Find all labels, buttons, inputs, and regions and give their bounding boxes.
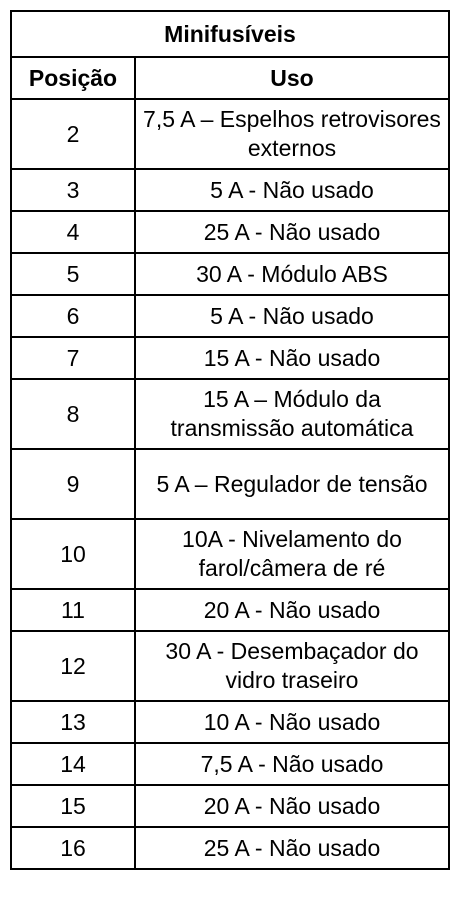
cell-use: 25 A - Não usado bbox=[135, 827, 449, 869]
cell-use: 15 A - Não usado bbox=[135, 337, 449, 379]
cell-use: 30 A - Módulo ABS bbox=[135, 253, 449, 295]
header-use: Uso bbox=[135, 57, 449, 99]
cell-use: 15 A – Módulo da transmissão automática bbox=[135, 379, 449, 449]
cell-position: 2 bbox=[11, 99, 135, 169]
table-title: Minifusíveis bbox=[11, 11, 449, 57]
table-row bbox=[11, 519, 449, 589]
cell-position: 4 bbox=[11, 211, 135, 253]
table-row bbox=[11, 827, 449, 869]
table-row bbox=[11, 743, 449, 785]
cell-position: 3 bbox=[11, 169, 135, 211]
table-row bbox=[11, 449, 449, 519]
cell-use: 7,5 A - Não usado bbox=[135, 743, 449, 785]
cell-position: 8 bbox=[11, 379, 135, 449]
cell-position: 7 bbox=[11, 337, 135, 379]
cell-position: 14 bbox=[11, 743, 135, 785]
table-row bbox=[11, 211, 449, 253]
table-row bbox=[11, 379, 449, 449]
table-row bbox=[11, 295, 449, 337]
table-row bbox=[11, 785, 449, 827]
table-row bbox=[11, 631, 449, 701]
table-row bbox=[11, 99, 449, 169]
cell-position: 15 bbox=[11, 785, 135, 827]
cell-position: 6 bbox=[11, 295, 135, 337]
cell-position: 5 bbox=[11, 253, 135, 295]
table-body bbox=[11, 99, 449, 869]
table-row bbox=[11, 169, 449, 211]
cell-position: 10 bbox=[11, 519, 135, 589]
cell-use: 25 A - Não usado bbox=[135, 211, 449, 253]
cell-position: 12 bbox=[11, 631, 135, 701]
cell-use: 30 A - Desembaçador do vidro traseiro bbox=[135, 631, 449, 701]
cell-use: 10A - Nivelamento do farol/câmera de ré bbox=[135, 519, 449, 589]
cell-use: 5 A - Não usado bbox=[135, 295, 449, 337]
header-position: Posição bbox=[11, 57, 135, 99]
cell-position: 16 bbox=[11, 827, 135, 869]
cell-use: 20 A - Não usado bbox=[135, 785, 449, 827]
table-row bbox=[11, 701, 449, 743]
cell-position: 9 bbox=[11, 449, 135, 519]
table-row bbox=[11, 337, 449, 379]
cell-position: 13 bbox=[11, 701, 135, 743]
cell-use: 20 A - Não usado bbox=[135, 589, 449, 631]
fuse-table bbox=[10, 10, 450, 870]
title-row bbox=[11, 11, 449, 57]
header-row bbox=[11, 57, 449, 99]
table-row bbox=[11, 589, 449, 631]
cell-use: 5 A - Não usado bbox=[135, 169, 449, 211]
cell-use: 7,5 A – Espelhos retrovisores externos bbox=[135, 99, 449, 169]
table-row bbox=[11, 253, 449, 295]
cell-position: 11 bbox=[11, 589, 135, 631]
cell-use: 5 A – Regulador de tensão bbox=[135, 449, 449, 519]
cell-use: 10 A - Não usado bbox=[135, 701, 449, 743]
